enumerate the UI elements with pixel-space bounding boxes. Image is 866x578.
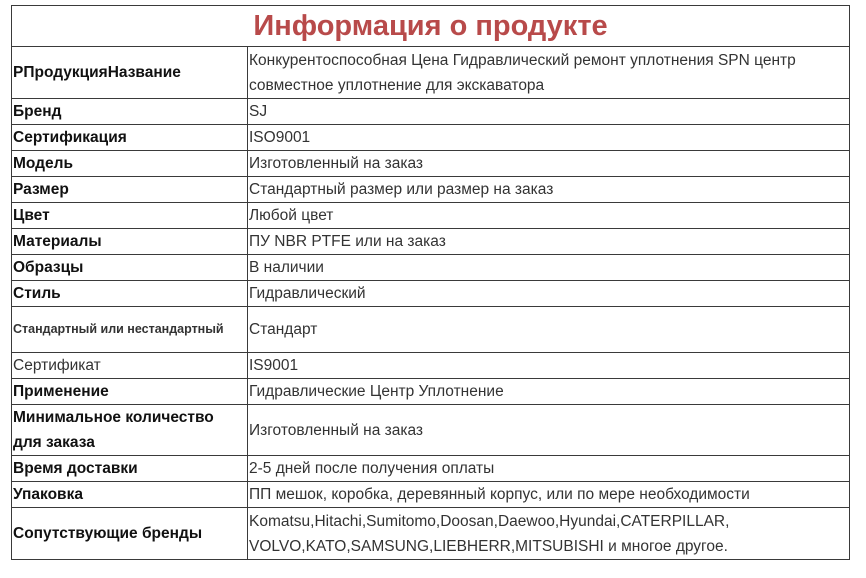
row-value-style: Гидравлический (248, 281, 850, 307)
row-label-materials: Материалы (12, 229, 248, 255)
row-label-standard: Стандартный или нестандартный (12, 307, 248, 353)
row-value-standard: Стандарт (248, 307, 850, 353)
table-row (12, 151, 850, 177)
table-row (12, 307, 850, 353)
row-label-application: Применение (12, 379, 248, 405)
row-value-color: Любой цвет (248, 203, 850, 229)
row-value-materials: ПУ NBR PTFE или на заказ (248, 229, 850, 255)
row-label-delivery-time: Время доставки (12, 456, 248, 482)
row-label-style: Стиль (12, 281, 248, 307)
row-label-color: Цвет (12, 203, 248, 229)
product-info-table (11, 5, 850, 560)
row-label-product-name: РПродукцияНазвание (12, 47, 248, 99)
table-row (12, 125, 850, 151)
row-value-packaging: ПП мешок, коробка, деревянный корпус, или по мере необходимости (248, 482, 850, 508)
row-value-certificate: IS9001 (248, 353, 850, 379)
row-value-application: Гидравлические Центр Уплотнение (248, 379, 850, 405)
row-value-model: Изготовленный на заказ (248, 151, 850, 177)
row-label-related-brands: Сопутствующие бренды (12, 508, 248, 560)
table-row (12, 99, 850, 125)
row-value-certification: ISO9001 (248, 125, 850, 151)
row-value-related-brands: Komatsu,Hitachi,Sumitomo,Doosan,Daewoo,Hyundai,CATERPILLAR, VOLVO,KATO,SAMSUNG,LIEBHERR,MITSUBISHI и многое другое. (248, 508, 850, 560)
row-value-delivery-time: 2-5 дней после получения оплаты (248, 456, 850, 482)
product-info-container (11, 5, 849, 560)
row-label-size: Размер (12, 177, 248, 203)
table-row (12, 353, 850, 379)
row-label-brand: Бренд (12, 99, 248, 125)
table-row (12, 456, 850, 482)
table-row (12, 47, 850, 99)
page-title: Информация о продукте (12, 6, 850, 47)
row-label-moq: Минимальное количество для заказа (12, 405, 248, 456)
table-row (12, 405, 850, 456)
title-row (12, 6, 850, 47)
row-value-moq: Изготовленный на заказ (248, 405, 850, 456)
table-row (12, 203, 850, 229)
row-value-product-name: Конкурентоспособная Цена Гидравлический ремонт уплотнения SPN центр совместное уплотнение для экскаватора (248, 47, 850, 99)
table-row (12, 177, 850, 203)
row-value-size: Стандартный размер или размер на заказ (248, 177, 850, 203)
table-row (12, 229, 850, 255)
row-label-model: Модель (12, 151, 248, 177)
table-row (12, 255, 850, 281)
row-value-samples: В наличии (248, 255, 850, 281)
table-row (12, 281, 850, 307)
row-label-samples: Образцы (12, 255, 248, 281)
row-label-certificate: Сертификат (12, 353, 248, 379)
table-row (12, 379, 850, 405)
row-value-brand: SJ (248, 99, 850, 125)
row-label-certification: Сертификация (12, 125, 248, 151)
row-label-packaging: Упаковка (12, 482, 248, 508)
table-row (12, 508, 850, 560)
table-row (12, 482, 850, 508)
